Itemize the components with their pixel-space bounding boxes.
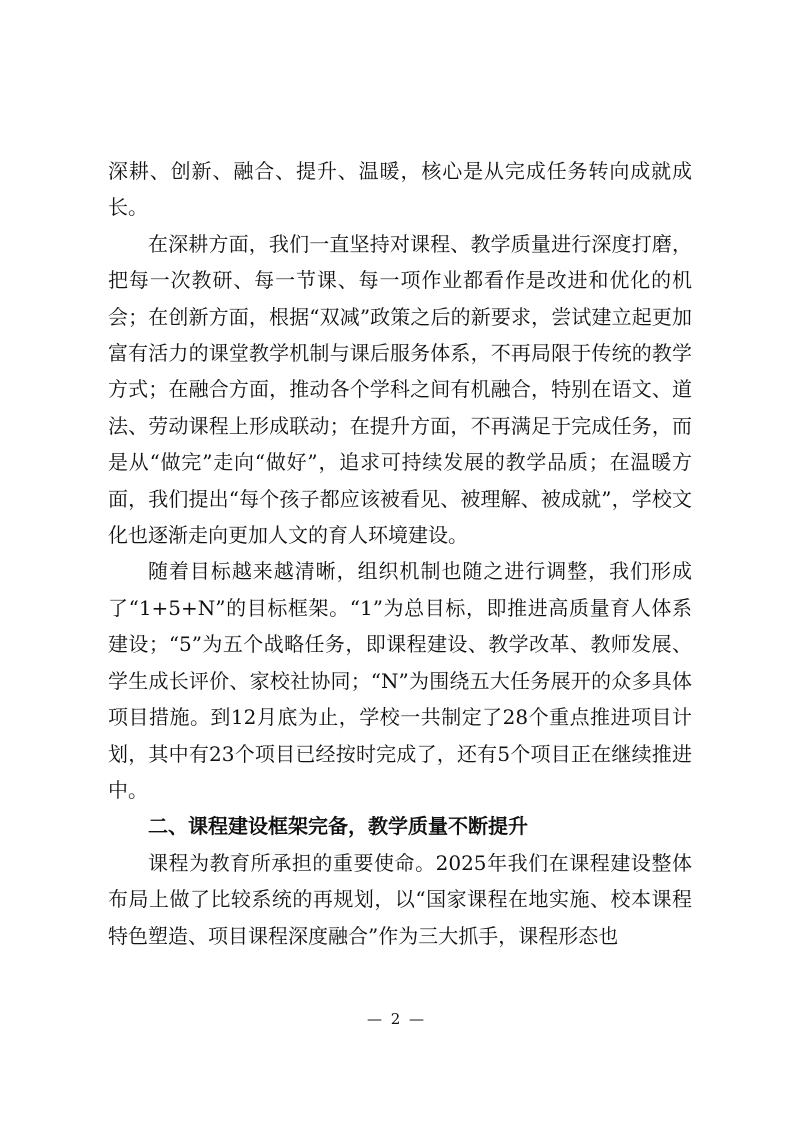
page-number: — 2 — [366,1010,427,1028]
paragraph-curriculum-mission: 课程为教育所承担的重要使命。2025年我们在课程建设整体布局上做了比较系统的再规划，以“国家课程在地实施、校本课程特色塑造、项目课程深度融合”作为三大抓手，课程形态也 [108,850,692,948]
document-body [108,153,692,954]
section-heading-curriculum: 二、课程建设框架完备，教学质量不断提升 [148,814,528,839]
paragraph-continuation: 深耕、创新、融合、提升、温暖，核心是从完成任务转向成就成长。 [108,159,692,220]
paragraph-goal-framework: 随着目标越来越清晰，组织机制也随之进行调整，我们形成了“1+5+N”的目标框架。“1”为总目标，即推进高质量育人体系建设；“5”为五个战略任务，即课程建设、教学改革、教师发展、学生成长评价、家校社协同；“N”为围绕五大任务展开的众多具体项目措施。到12月底为止，学校一共制定了28个重点推进项目计划，其中有23个项目已经按时完成了，还有5个项目正在继续推进中。 [108,559,692,802]
paragraph-deepening-innovation: 在深耕方面，我们一直坚持对课程、教学质量进行深度打磨，把每一次教研、每一节课、每一项作业都看作是改进和优化的机会；在创新方面，根据“双减”政策之后的新要求，尝试建立起更加富有活力的课堂教学机制与课后服务体系，不再局限于传统的教学方式；在融合方面，推动各个学科之间有机融合，特别在语文、道法、劳动课程上形成联动；在提升方面，不再满足于完成任务，而是从“做完”走向“做好”，追求可持续发展的教学品质；在温暖方面，我们提出“每个孩子都应该被看见、被理解、被成就”，学校文化也逐渐走向更加人文的育人环境建设。 [108,231,692,548]
